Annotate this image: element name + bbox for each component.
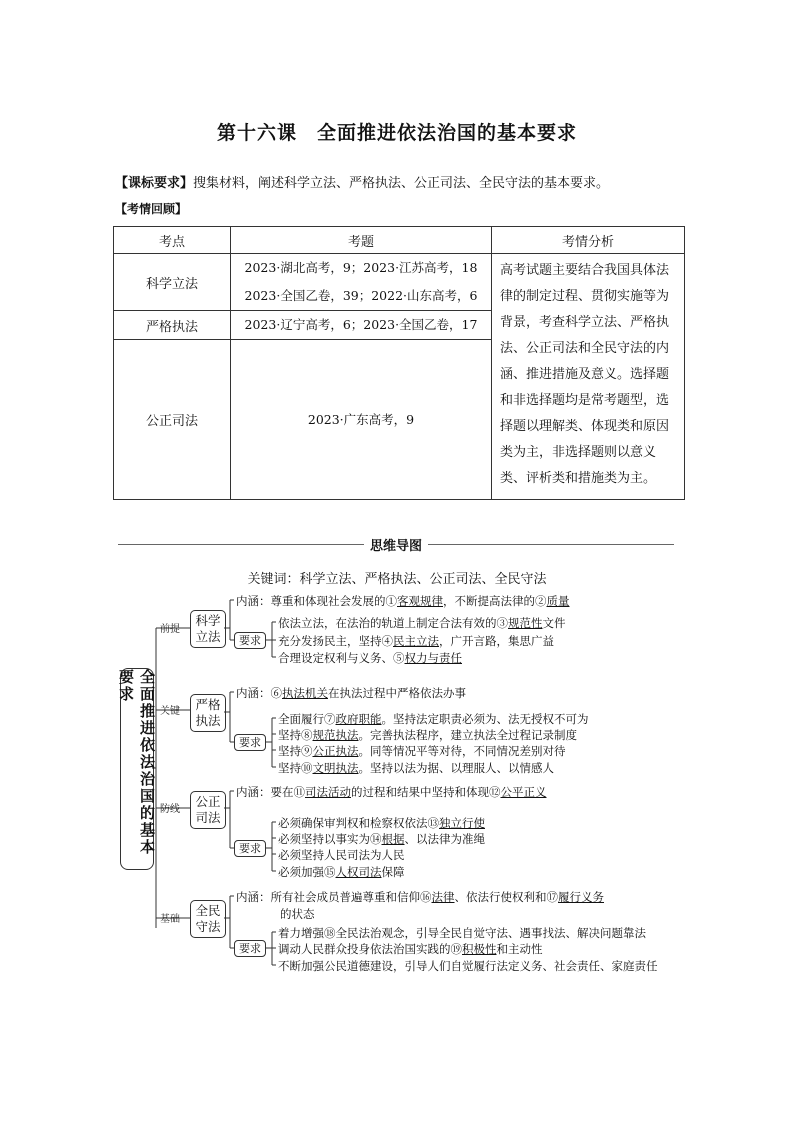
branch-box-lawmaking: 科学立法 <box>190 610 226 648</box>
req-line: 必须坚持人民司法为人民 <box>278 848 405 862</box>
content-line: 内涵：要在⑪司法活动的过程和结果中坚持和体现⑫公平正义 <box>236 785 547 799</box>
point-cell: 公正司法 <box>114 340 231 500</box>
exam-line: 2023·全国乙卷，39；2022·山东高考，6 <box>244 288 478 303</box>
point-cell: 科学立法 <box>114 254 231 311</box>
branch-tag: 防线 <box>160 804 180 815</box>
curriculum-requirements <box>115 172 609 191</box>
req-box: 要求 <box>234 840 266 857</box>
branch-tag: 关键 <box>160 706 180 717</box>
exam-cell: 2023·广东高考，9 <box>231 340 492 500</box>
branch-tag: 基础 <box>160 914 180 925</box>
header-exam: 考题 <box>231 227 492 254</box>
branch-box-enforcement: 严格执法 <box>190 694 226 732</box>
header-analysis: 考情分析 <box>492 227 685 254</box>
mindmap-title: 思维导图 <box>364 539 428 554</box>
req-line: 必须坚持以事实为⑭根据、以法律为准绳 <box>278 832 485 846</box>
page-title: 第十六课 全面推进依法治国的基本要求 <box>216 122 577 144</box>
content-line-cont: 的状态 <box>280 907 315 921</box>
req-line: 坚持⑨公正执法。同等情况平等对待，不同情况差别对待 <box>278 744 566 758</box>
req-line: 充分发扬民主，坚持④民主立法，广开言路，集思广益 <box>278 634 554 648</box>
req-line: 依法立法，在法治的轨道上制定合法有效的③规范性文件 <box>278 616 566 630</box>
exam-table <box>113 226 685 500</box>
header-point: 考点 <box>114 227 231 254</box>
table-header-row <box>114 227 685 254</box>
content-line: 内涵：⑥执法机关在执法过程中严格依法办事 <box>236 686 466 700</box>
req-line: 必须加强⑮人权司法保障 <box>278 865 405 879</box>
req-line: 坚持⑧规范执法。完善执法程序，建立执法全过程记录制度 <box>278 728 577 742</box>
analysis-cell: 高考试题主要结合我国具体法律的制定过程、贯彻实施等为背景，考查科学立法、严格执法、公正司法和全民守法的内涵、推进措施及意义。选择题和非选择题均是常考题型，选择题以理解类、体现类和原因类为主，非选择题则以意义类、评析类和措施类为主。 <box>492 254 685 500</box>
mindmap-keywords: 关键词：科学立法、严格执法、公正司法、全民守法 <box>247 572 547 587</box>
req-line: 必须确保审判权和检察权依法⑬独立行使 <box>278 816 485 830</box>
req-line: 着力增强⑱全民法治观念，引导全民自觉守法、遇事找法、解决问题靠法 <box>278 926 646 940</box>
exam-line: 2023·湖北高考，9；2023·江苏高考，18 <box>244 260 478 275</box>
req-line: 合理设定权利与义务、⑤权力与责任 <box>278 651 462 665</box>
table-row <box>114 254 685 311</box>
content-line: 内涵：所有社会成员普遍尊重和信仰⑯法律、依法行使权利和⑰履行义务 <box>236 890 604 904</box>
requirements-text: 搜集材料，阐述科学立法、严格执法、公正司法、全民守法的基本要求。 <box>193 176 610 191</box>
point-cell: 严格执法 <box>114 311 231 340</box>
requirements-label: 【课标要求】 <box>115 176 194 191</box>
req-line: 调动人民群众投身依法治国实践的⑲积极性和主动性 <box>278 942 543 956</box>
branch-tag: 前提 <box>160 624 180 635</box>
req-line: 坚持⑩文明执法。坚持以法为据、以理服人、以情感人 <box>278 761 554 775</box>
req-line: 全面履行⑦政府职能。坚持法定职责必须为、法无授权不可为 <box>278 712 589 726</box>
content-line: 内涵：尊重和体现社会发展的①客观规律，不断提高法律的②质量 <box>236 594 570 608</box>
exam-cell <box>231 254 492 311</box>
req-box: 要求 <box>234 632 266 649</box>
req-line: 不断加强公民道德建设，引导人们自觉履行法定义务、社会责任、家庭责任 <box>278 959 658 973</box>
req-box: 要求 <box>234 734 266 751</box>
branch-box-observance: 全民守法 <box>190 900 226 938</box>
exam-cell: 2023·辽宁高考，6；2023·全国乙卷，17 <box>231 311 492 340</box>
exam-review-label: 【考情回顾】 <box>115 202 188 216</box>
mindmap-header <box>118 532 674 556</box>
req-box: 要求 <box>234 940 266 957</box>
mindmap-root: 全面推进依法治国的基本要求 <box>120 668 154 870</box>
branch-box-justice: 公正司法 <box>190 791 226 829</box>
